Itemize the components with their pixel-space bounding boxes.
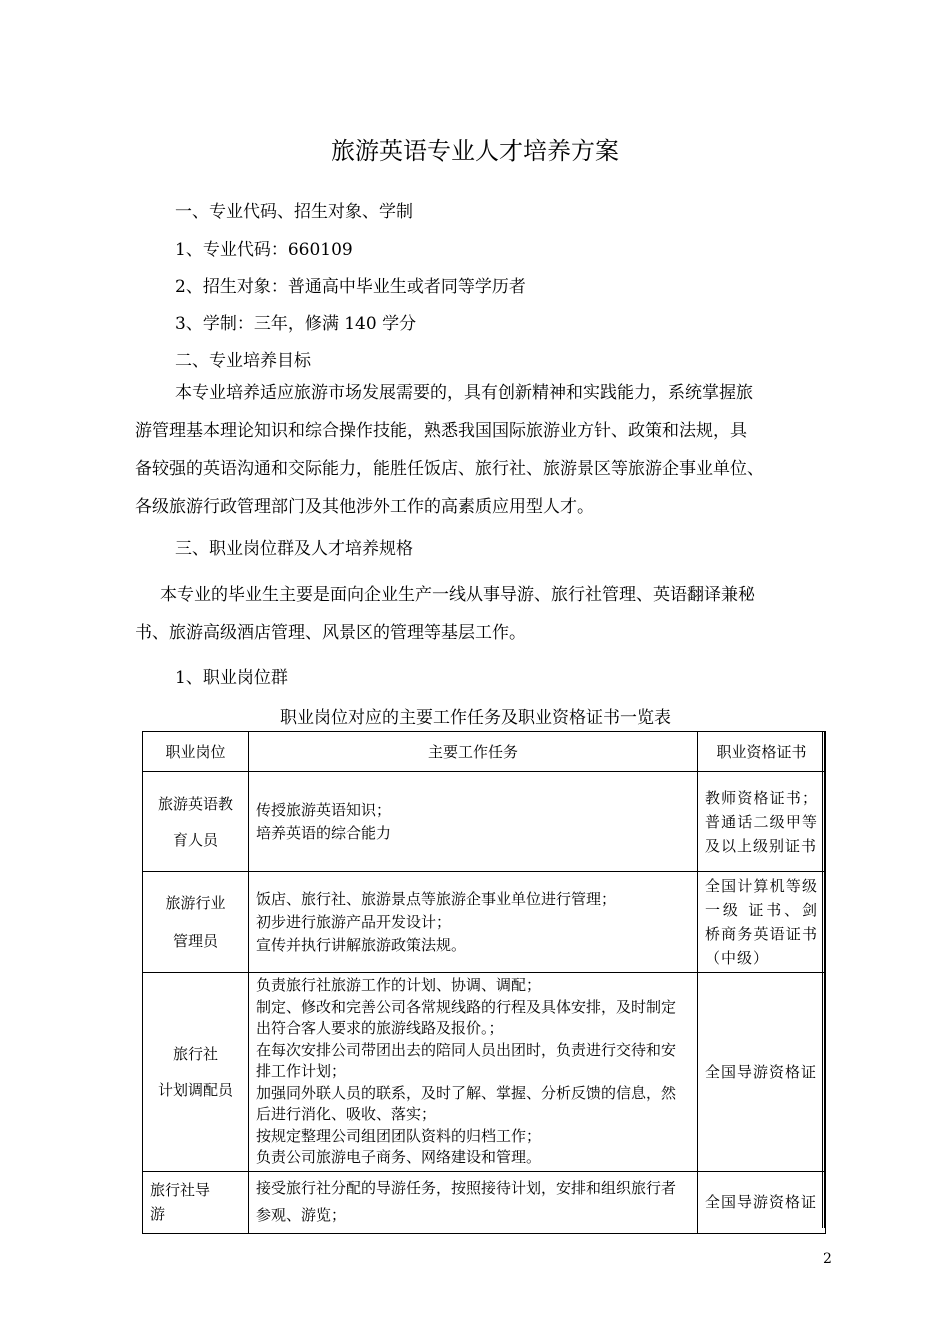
task-line: 宣传并执行讲解旅游政策法规。 [256, 935, 467, 954]
task-line: 负责旅行社旅游工作的计划、协调、调配； [256, 976, 542, 994]
position-cell [143, 772, 249, 872]
tasks-cell [249, 1171, 698, 1233]
task-line: 制定、修改和完善公司各常规线路的行程及具体安排，及时制定出符合客人要求的旅游线路及报价。； [256, 997, 677, 1037]
task-line: 接受旅行社分配的导游任务，按照接待计划，安排和组织旅行者参观、游览； [256, 1179, 677, 1224]
job-group-heading: 1、职业岗位群 [175, 668, 288, 688]
paragraph-line: 本专业的毕业生主要是面向企业生产一线从事导游、旅行社管理、英语翻译兼秘 [160, 585, 755, 605]
table-header-row [143, 732, 826, 772]
section-1-heading: 一、专业代码、招生对象、学制 [175, 202, 413, 222]
position-cell [143, 1171, 249, 1233]
table-row [143, 772, 826, 872]
position-line: 管理员 [172, 932, 218, 950]
task-line: 按规定整理公司组团团队资料的归档工作； [256, 1126, 542, 1145]
paragraph-line: 本专业培养适应旅游市场发展需要的，具有创新精神和实践能力，系统掌握旅 [175, 383, 753, 403]
positions-table [142, 731, 826, 1234]
tasks-cell [249, 872, 698, 973]
training-goal-paragraph [135, 374, 835, 526]
page-number: 2 [823, 1251, 832, 1267]
certificate-cell: 全国计算机等级 一级 证书、剑桥商务英语证书（中级） [698, 872, 826, 973]
position-line: 旅行社导 [150, 1181, 211, 1199]
document-title: 旅游英语专业人才培养方案 [331, 137, 619, 165]
tasks-cell [249, 973, 698, 1172]
position-cell [143, 973, 249, 1172]
task-line: 培养英语的综合能力 [256, 823, 392, 842]
task-line: 初步进行旅游产品开发设计； [256, 912, 452, 931]
table-row [143, 1171, 826, 1233]
table-caption: 职业岗位对应的主要工作任务及职业资格证书一览表 [280, 708, 671, 728]
paragraph-line: 各级旅游行政管理部门及其他涉外工作的高素质应用型人才。 [135, 497, 594, 517]
position-line: 计划调配员 [157, 1080, 233, 1099]
position-line: 育人员 [172, 830, 218, 849]
certificate-cell: 教师资格证书；普通话二级甲等及以上级别证书 [698, 772, 826, 872]
tasks-cell [249, 772, 698, 872]
header-certificate: 职业资格证书 [698, 732, 826, 772]
task-line: 在每次安排公司带团出去的陪同人员出团时，负责进行交待和安排工作计划； [256, 1040, 677, 1080]
major-code-line: 1、专业代码：660109 [175, 240, 353, 260]
position-line: 游 [150, 1205, 166, 1223]
graduates-paragraph [135, 576, 835, 652]
certificate-cell: 全国导游资格证 [698, 973, 826, 1172]
position-cell [143, 872, 249, 973]
certificate-cell: 全国导游资格证 [698, 1171, 826, 1233]
paragraph-line: 备较强的英语沟通和交际能力，能胜任饭店、旅行社、旅游景区等旅游企事业单位、 [135, 459, 764, 479]
task-line: 负责公司旅游电子商务、网络建设和管理。 [256, 1148, 542, 1166]
duration-line: 3、学制：三年，修满 140 学分 [175, 314, 417, 334]
section-3-heading: 三、职业岗位群及人才培养规格 [175, 539, 413, 559]
task-line: 加强同外联人员的联系，及时了解、掌握、分析反馈的信息，然后进行消化、吸收、落实； [256, 1083, 677, 1123]
table-row [143, 973, 826, 1172]
paragraph-line: 书、旅游高级酒店管理、风景区的管理等基层工作。 [135, 623, 526, 643]
task-line: 传授旅游英语知识； [256, 800, 392, 819]
table-row [143, 872, 826, 973]
position-line: 旅游英语教 [157, 794, 233, 813]
position-line: 旅游行业 [165, 894, 226, 912]
task-line: 饭店、旅行社、旅游景点等旅游企事业单位进行管理； [256, 889, 617, 908]
position-line: 旅行社 [172, 1044, 218, 1063]
enrollment-target-line: 2、招生对象：普通高中毕业生或者同等学历者 [175, 277, 526, 297]
header-tasks: 主要工作任务 [249, 732, 698, 772]
paragraph-line: 游管理基本理论知识和综合操作技能，熟悉我国国际旅游业方针、政策和法规，具 [135, 421, 747, 441]
section-2-heading: 二、专业培养目标 [175, 351, 311, 371]
header-position: 职业岗位 [143, 732, 249, 772]
